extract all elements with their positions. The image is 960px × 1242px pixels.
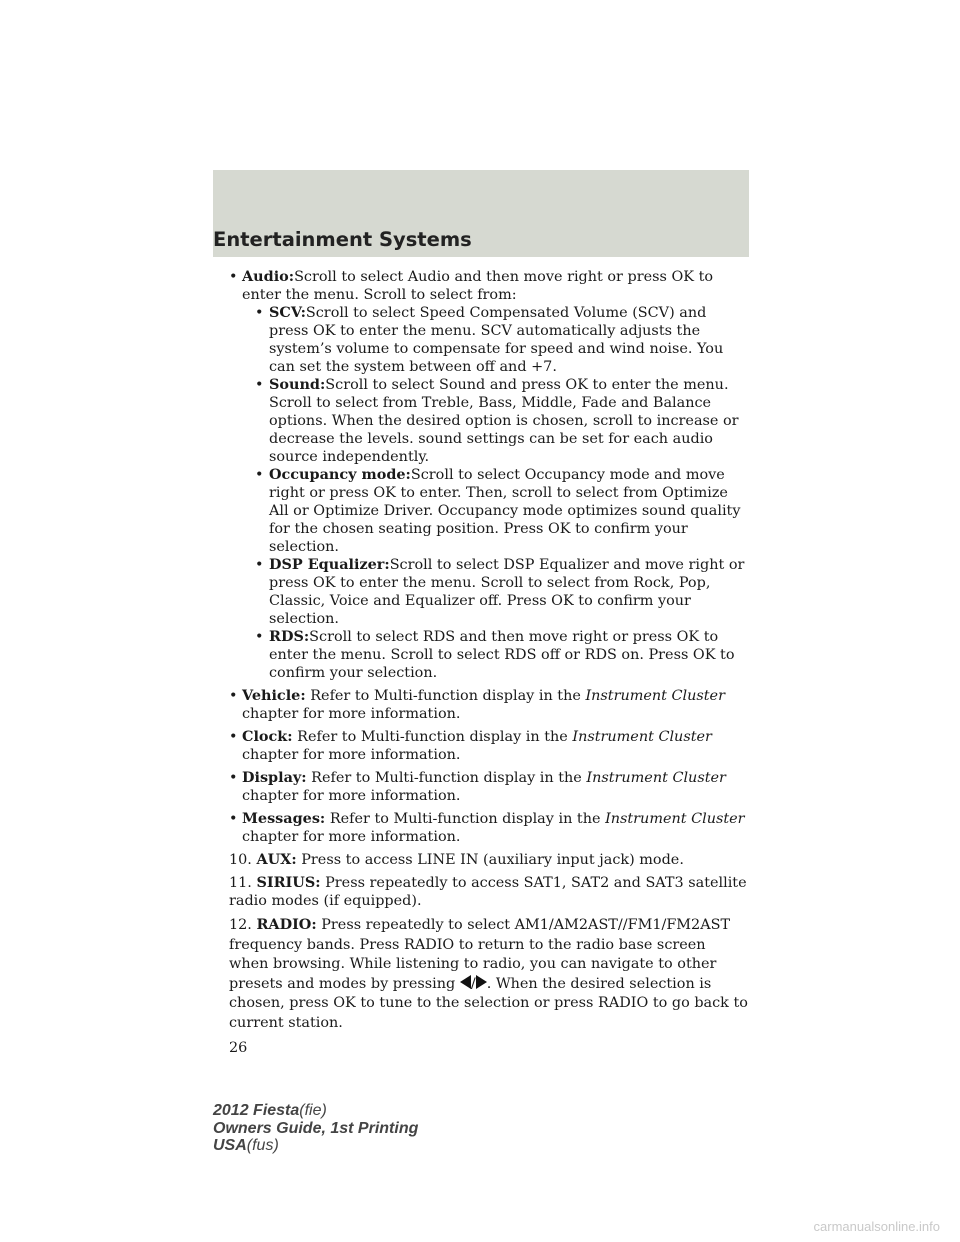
display-tail: chapter for more information.	[242, 788, 461, 804]
occupancy-text: Scroll to select Occupancy mode and move right or press OK to enter. Then, scroll to select from Optimize All or Optimize Driver. Occupancy mode optimizes sound quality for the chosen seating position. Press OK to confirm your selection.	[269, 467, 741, 555]
arrow-separator: /	[470, 975, 476, 992]
audio-text: Scroll to select Audio and then move right or press OK to enter the menu. Scroll to select from:	[242, 269, 714, 303]
seek-right-arrow-icon	[476, 975, 487, 989]
messages-text: Refer to Multi-function display in the	[329, 811, 601, 827]
term-display: Display:	[242, 769, 307, 786]
footer-model: 2012 Fiesta	[213, 1102, 300, 1119]
footer-market-code: (fus)	[246, 1137, 279, 1154]
sublist-item-scv	[229, 304, 749, 376]
bullet: •	[229, 770, 238, 786]
print-footer	[213, 1102, 418, 1155]
sound-text: Scroll to select Sound and press OK to enter the menu. Scroll to select from Treble, Bass, Middle, Fade and Balance options. When the desired option is chosen, scroll to increase or decrease the levels. sound settings can be set for each audio source independently.	[269, 377, 739, 465]
bullet: •	[255, 629, 264, 645]
watermark: carmanualsonline.info	[813, 1219, 940, 1234]
footer-line-3	[213, 1137, 418, 1155]
page-content	[229, 268, 749, 1071]
radio-text-2: . When the desired selection is chosen, press OK to tune to the selection or press RADIO to go back to current station.	[229, 975, 748, 1031]
bullet: •	[255, 305, 264, 321]
term-rds: RDS:	[269, 628, 310, 645]
display-text: Refer to Multi-function display in the	[311, 770, 582, 786]
term-occupancy: Occupancy mode:	[269, 466, 411, 483]
term-clock: Clock:	[242, 728, 293, 745]
list-item-clock	[229, 728, 749, 764]
messages-tail: chapter for more information.	[242, 829, 461, 845]
list-item-vehicle	[229, 687, 749, 723]
numbered-item-radio	[229, 915, 749, 1033]
term-dsp: DSP Equalizer:	[269, 556, 390, 573]
bullet: •	[255, 467, 264, 483]
sublist-item-dsp	[229, 556, 749, 628]
bullet: •	[255, 377, 264, 393]
term-aux: AUX:	[256, 851, 297, 868]
instrument-cluster-ref: Instrument Cluster	[605, 811, 745, 827]
footer-line-2	[213, 1120, 418, 1138]
numbered-item-aux	[229, 851, 749, 869]
section-title: Entertainment Systems	[213, 228, 472, 251]
term-audio: Audio:	[242, 268, 295, 285]
clock-text: Refer to Multi-function display in the	[297, 729, 568, 745]
sublist-item-rds	[229, 628, 749, 682]
bullet: •	[229, 811, 238, 827]
vehicle-tail: chapter for more information.	[242, 706, 461, 722]
instrument-cluster-ref: Instrument Cluster	[572, 729, 712, 745]
section-header-band	[213, 170, 749, 257]
term-sirius: SIRIUS:	[256, 874, 321, 891]
item-number: 11.	[229, 875, 252, 891]
bullet: •	[229, 269, 238, 285]
vehicle-text: Refer to Multi-function display in the	[310, 688, 581, 704]
term-messages: Messages:	[242, 810, 326, 827]
aux-text: Press to access LINE IN (auxiliary input jack) mode.	[301, 852, 684, 868]
sublist-item-sound	[229, 376, 749, 466]
item-number: 10.	[229, 852, 252, 868]
term-radio: RADIO:	[256, 916, 317, 933]
sublist-item-occupancy	[229, 466, 749, 556]
footer-market: USA	[213, 1137, 247, 1154]
instrument-cluster-ref: Instrument Cluster	[585, 688, 725, 704]
seek-left-arrow-icon	[460, 975, 471, 989]
rds-text: Scroll to select RDS and then move right or press OK to enter the menu. Scroll to select RDS off or RDS on. Press OK to confirm your selection.	[269, 629, 735, 681]
footer-model-code: (fie)	[299, 1102, 327, 1119]
footer-line-1	[213, 1102, 418, 1120]
footer-guide: Owners Guide, 1st Printing	[213, 1119, 419, 1137]
dsp-text: Scroll to select DSP Equalizer and move right or press OK to enter the menu. Scroll to select from Rock, Pop, Classic, Voice and Equalizer off. Press OK to confirm your selection.	[269, 557, 745, 627]
clock-tail: chapter for more information.	[242, 747, 461, 763]
instrument-cluster-ref: Instrument Cluster	[586, 770, 726, 786]
page-number: 26	[229, 1040, 248, 1056]
list-item-audio	[229, 268, 749, 304]
term-scv: SCV:	[269, 304, 306, 321]
scv-text: Scroll to select Speed Compensated Volume (SCV) and press OK to enter the menu. SCV automatically adjusts the system’s volume to compensate for speed and wind noise. You can set the system between off and +7.	[269, 305, 724, 375]
sirius-text: Press repeatedly to access SAT1, SAT2 and SAT3 satellite radio modes (if equipped).	[229, 875, 747, 909]
list-item-display	[229, 769, 749, 805]
numbered-item-sirius	[229, 874, 749, 910]
bullet: •	[229, 729, 238, 745]
bullet: •	[229, 688, 238, 704]
radio-text-1: Press repeatedly to select AM1/AM2AST//FM1/FM2AST frequency bands. Press RADIO to return to the radio base screen when browsing. While listening to radio, you can navigate to other presets and modes by pressing	[229, 917, 731, 992]
bullet: •	[255, 557, 264, 573]
list-item-messages	[229, 810, 749, 846]
term-vehicle: Vehicle:	[242, 687, 306, 704]
term-sound: Sound:	[269, 376, 326, 393]
item-number: 12.	[229, 917, 252, 933]
